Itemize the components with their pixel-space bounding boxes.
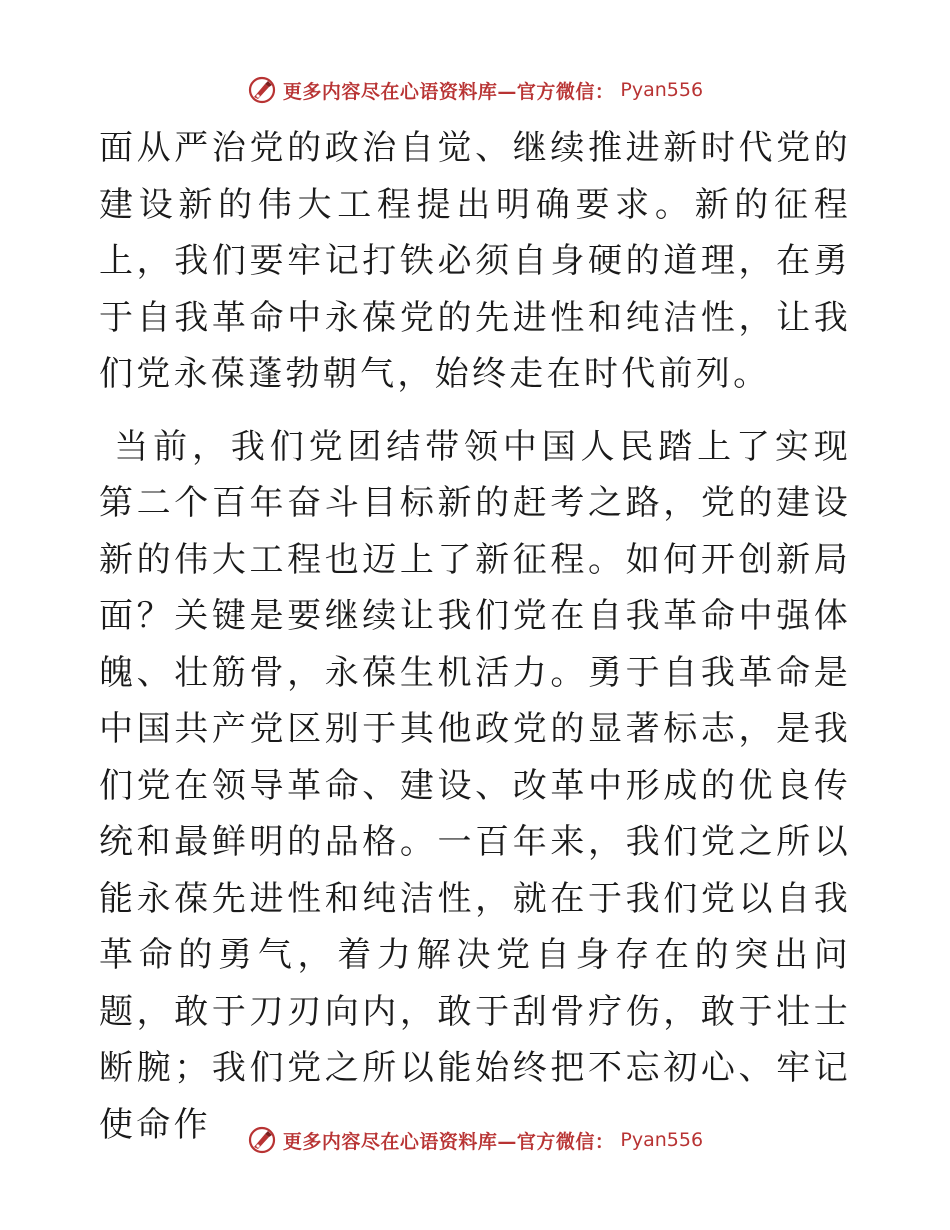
banner-text: 更多内容尽在心语资料库—官方微信： <box>282 1130 615 1153</box>
pen-nib-logo-icon <box>247 75 277 105</box>
paragraph-2: 当前，我们党团结带领中国人民踏上了实现第二个百年奋斗目标新的赶考之路，党的建设新的伟大工程也迈上了新征程。如何开创新局面？关键是要继续让我们党在自我革命中强体魄、壮筋骨，永葆生机活力。勇于自我革命是中国共产党区别于其他政党的显著标志，是我们党在领导革命、建设、改革中形成的优良传统和最鲜明的品格。一百年来，我们党之所以能永葆先进性和纯洁性，就在于我们党以自我革命的勇气，着力解决党自身存在的突出问题，敢于刀刃向内，敢于刮骨疗伤，敢于壮士断腕；我们党之所以能始终把不忘初心、牢记使命作 <box>99 426 851 1145</box>
banner-text: 更多内容尽在心语资料库—官方微信： <box>282 80 615 103</box>
document-body <box>99 120 851 1153</box>
footer-banner <box>0 1120 950 1160</box>
header-banner <box>0 70 950 110</box>
banner-wechat-id: Pyan556 <box>620 1129 704 1151</box>
pen-nib-logo-icon <box>247 1125 277 1155</box>
paragraph-1: 面从严治党的政治自觉、继续推进新时代党的建设新的伟大工程提出明确要求。新的征程上，我们要牢记打铁必须自身硬的道理，在勇于自我革命中永葆党的先进性和纯洁性，让我们党永葆蓬勃朝气，始终走在时代前列。 <box>99 128 851 394</box>
banner-wechat-id: Pyan556 <box>620 79 704 101</box>
